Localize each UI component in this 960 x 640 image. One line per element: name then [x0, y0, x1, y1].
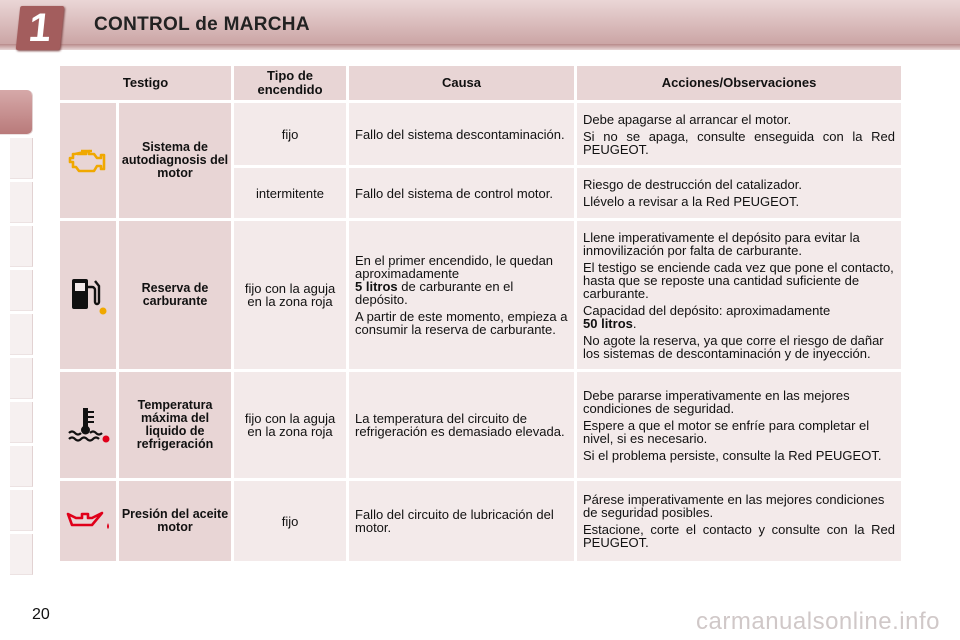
action-text: El testigo se enciende cada vez que pone el contacto, hasta que se reposte una cantidad suficiente de carburante.: [583, 259, 894, 301]
actions-fuel: [577, 221, 901, 369]
side-tab[interactable]: [10, 314, 33, 355]
fuel-reserve-quantity: 5 litros: [355, 279, 398, 294]
action-text: Riesgo de destrucción del catalizador.: [583, 177, 802, 192]
mode-temperature: fijo con la aguja en la zona roja: [234, 372, 346, 478]
warning-name-engine: Sistema de autodiagnosis del motor: [119, 103, 231, 218]
action-text: Párese imperativamente en las mejores condiciones de seguridad posibles.: [583, 492, 885, 520]
engine-check-icon: [68, 146, 108, 176]
cause-text: [355, 254, 568, 306]
table-row-fuel: [60, 221, 901, 369]
cause-engine-intermitente: Fallo del sistema de control motor.: [349, 168, 574, 218]
table-header-row: [60, 66, 901, 100]
col-header-acciones: Acciones/Observaciones: [577, 66, 901, 100]
fuel-pump-icon: [66, 273, 110, 317]
action-text: [583, 304, 895, 330]
table-row-oil: [60, 481, 901, 561]
mode-oil: fijo: [234, 481, 346, 561]
side-tab[interactable]: [10, 138, 33, 179]
side-chapter-tabs: [0, 62, 34, 572]
action-text: Si no se apaga, consulte enseguida con la Red PEUGEOT.: [583, 128, 895, 157]
action-text-part: .: [632, 315, 637, 331]
warning-name-temperature: Temperatura máxima del liquido de refrigeración: [119, 372, 231, 478]
table-row-temperature: [60, 372, 901, 478]
mode-fuel: fijo con la aguja en la zona roja: [234, 221, 346, 369]
page-title: CONTROL de MARCHA: [94, 14, 310, 35]
action-text: Llene imperativamente el depósito para evitar la inmovilización por falta de carburante.: [583, 229, 860, 258]
page-number: 20: [32, 606, 50, 623]
warning-name-oil: Presión del aceite motor: [119, 481, 231, 561]
action-text: Estacione, corte el contacto y consulte con la Red PEUGEOT.: [583, 522, 895, 550]
temperature-icon-cell: [60, 372, 116, 478]
actions-engine-fijo: [577, 103, 901, 165]
side-tab[interactable]: [10, 446, 33, 487]
oil-can-icon: [66, 508, 112, 534]
side-tab[interactable]: [10, 402, 33, 443]
warning-lights-table: [57, 63, 904, 564]
coolant-temperature-icon: [66, 405, 110, 445]
side-tab[interactable]: [10, 182, 33, 223]
action-text-part: Capacidad del depósito: aproximadamente: [583, 302, 831, 318]
col-header-causa: Causa: [349, 66, 574, 100]
watermark: carmanualsonline.info: [696, 608, 940, 635]
cause-text-part: En el primer encendido, le quedan aproximadamente: [355, 253, 554, 281]
side-tab[interactable]: [10, 270, 33, 311]
action-text: Si el problema persiste, consulte la Red PEUGEOT.: [583, 447, 882, 463]
header-underline: [0, 44, 960, 50]
cause-text-part: de carburante en el depósito.: [355, 279, 514, 307]
warning-name-fuel: Reserva de carburante: [119, 221, 231, 369]
side-tab[interactable]: [10, 226, 33, 267]
engine-icon-cell: [60, 103, 116, 218]
fuel-icon-cell: [60, 221, 116, 369]
chapter-number-badge: 1: [16, 6, 65, 50]
col-header-testigo: Testigo: [60, 66, 231, 100]
table-row-engine-fijo: [60, 103, 901, 165]
tank-capacity: 50 litros: [583, 315, 633, 331]
side-tab[interactable]: [10, 534, 33, 575]
side-tab[interactable]: [10, 358, 33, 399]
cause-engine-fijo: Fallo del sistema descontaminación.: [349, 103, 574, 165]
actions-oil: [577, 481, 901, 561]
cause-text: A partir de este momento, empieza a consumir la reserva de carburante.: [355, 309, 568, 337]
actions-engine-intermitente: [577, 168, 901, 218]
actions-temperature: [577, 372, 901, 478]
action-text: Debe pararse imperativamente en las mejores condiciones de seguridad.: [583, 387, 850, 416]
mode-engine-intermitente: intermitente: [234, 168, 346, 218]
side-tab[interactable]: [10, 490, 33, 531]
col-header-tipo: Tipo de encendido: [234, 66, 346, 100]
cause-fuel: [349, 221, 574, 369]
mode-engine-fijo: fijo: [234, 103, 346, 165]
oil-icon-cell: [60, 481, 116, 561]
cause-temperature: La temperatura del circuito de refrigeración es demasiado elevada.: [349, 372, 574, 478]
side-tab-active[interactable]: [0, 90, 33, 135]
action-text: Llévelo a revisar a la Red PEUGEOT.: [583, 194, 800, 209]
action-text: Debe apagarse al arrancar el motor.: [583, 111, 792, 127]
cause-oil: Fallo del circuito de lubricación del motor.: [349, 481, 574, 561]
action-text: Espere a que el motor se enfríe para completar el nivel, si es necesario.: [583, 417, 870, 446]
action-text: No agote la reserva, ya que corre el riesgo de dañar los sistemas de descontaminación y de inyección.: [583, 332, 884, 361]
